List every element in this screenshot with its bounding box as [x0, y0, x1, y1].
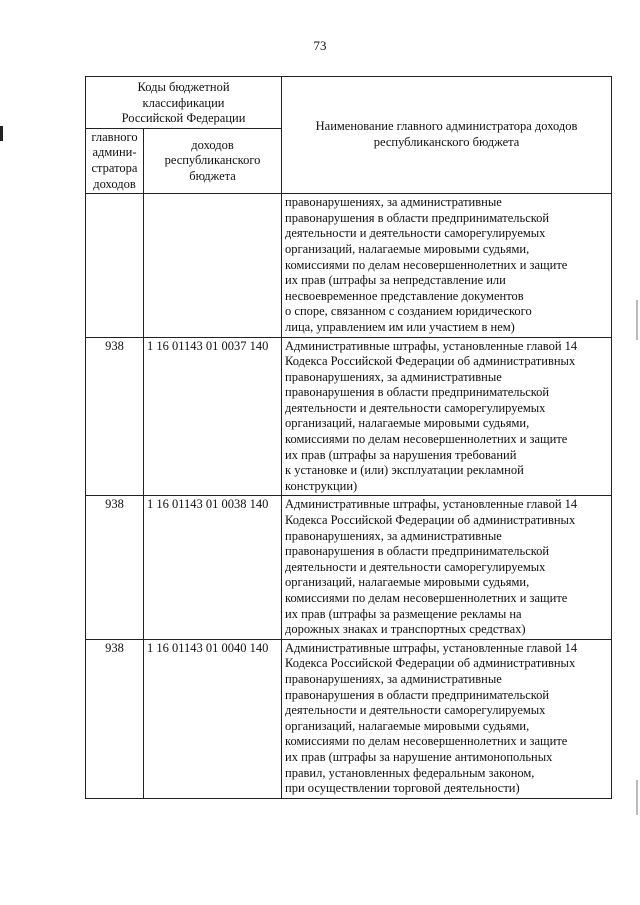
header-line: админи- [92, 145, 137, 160]
description-line: правонарушения в области предпринимательской [285, 210, 550, 225]
description-line: правонарушениях, за административные [285, 369, 502, 384]
header-line: бюджета [189, 168, 236, 183]
description-line: деятельности и деятельности саморегулируемых [285, 226, 546, 241]
income-code-cell: 1 16 01143 01 0037 140 [144, 337, 282, 496]
income-code-cell: 1 16 01143 01 0038 140 [144, 496, 282, 639]
description-line: правонарушения в области предпринимательской [285, 687, 550, 702]
admin-code-cell: 938 [86, 639, 144, 798]
scan-artifact [636, 300, 638, 340]
description-line: комиссиями по делам несовершеннолетних и защите [285, 591, 568, 605]
description-line: деятельности и деятельности саморегулируемых [285, 559, 546, 574]
description-line: Кодекса Российской Федерации об административных [285, 354, 576, 369]
description-line: Кодекса Российской Федерации об административных [285, 656, 576, 671]
admin-code-cell [86, 194, 144, 337]
table-row [86, 337, 612, 496]
description-cell [282, 194, 612, 337]
description-line: Административные штрафы, установленные главой 14 [285, 640, 578, 655]
description-line: комиссиями по делам несовершеннолетних и защите [285, 432, 568, 447]
description-line: комиссиями по делам несовершеннолетних и защите [285, 257, 568, 272]
income-code-cell: 1 16 01143 01 0040 140 [144, 639, 282, 798]
admin-code-cell: 938 [86, 337, 144, 496]
table-row [86, 194, 612, 337]
income-code-cell [144, 194, 282, 337]
description-line: дорожных знаках и транспортных средствах) [285, 622, 526, 637]
header-line: классификации [142, 95, 225, 110]
header-republican-income [144, 128, 282, 193]
description-line: правонарушения в области предпринимательской [285, 385, 550, 400]
description-line: деятельности и деятельности саморегулируемых [285, 400, 546, 415]
description-cell [282, 496, 612, 639]
description-cell [282, 337, 612, 496]
description-line: к установке и (или) эксплуатации рекламной [285, 463, 524, 478]
description-line: правонарушения в области предпринимательской [285, 544, 550, 559]
description-line: правил, установленных федеральным законом, [285, 765, 535, 780]
description-line: Административные штрафы, установленные главой 14 [285, 338, 578, 353]
header-budget-codes [86, 77, 282, 129]
header-line: доходов [191, 137, 234, 152]
description-line: комиссиями по делам несовершеннолетних и защите [285, 734, 568, 749]
description-line: правонарушениях, за административные [285, 528, 502, 543]
description-line: их прав (штрафы за непредставление или [285, 273, 506, 288]
description-line: их прав (штрафы за размещение рекламы на [285, 606, 522, 621]
header-line: главного [91, 129, 138, 144]
description-line: их прав (штрафы за нарушение антимонопольных [285, 749, 553, 764]
header-line: республиканского бюджета [373, 135, 520, 150]
description-line: их прав (штрафы за нарушения требований [285, 447, 517, 462]
header-administrator-name [282, 77, 612, 194]
header-line: Российской Федерации [121, 111, 246, 126]
description-line: конструкции) [285, 478, 358, 493]
description-line: деятельности и деятельности саморегулируемых [285, 703, 546, 718]
header-line: Коды бюджетной [137, 80, 230, 94]
header-line: республиканского [164, 153, 261, 168]
admin-code-cell: 938 [86, 496, 144, 639]
description-line: несвоевременное представление документов [285, 288, 524, 303]
scan-artifact [0, 126, 3, 141]
description-line: лица, управлением им или участием в нем) [285, 319, 515, 334]
description-line: организаций, налагаемые мировыми судьями, [285, 575, 530, 590]
scan-artifact [636, 780, 638, 815]
description-line: Кодекса Российской Федерации об административных [285, 513, 576, 528]
description-line: о споре, связанном с созданием юридического [285, 304, 532, 319]
description-line: при осуществлении торговой деятельности) [285, 781, 520, 796]
header-line: Наименование главного администратора доходов [315, 119, 578, 134]
budget-classification-table [85, 76, 612, 799]
header-main-administrator [86, 128, 144, 193]
description-line: организаций, налагаемые мировыми судьями, [285, 416, 530, 431]
description-line: правонарушениях, за административные [285, 195, 502, 210]
description-line: организаций, налагаемые мировыми судьями, [285, 718, 530, 733]
description-line: организаций, налагаемые мировыми судьями, [285, 241, 530, 256]
description-line: Административные штрафы, установленные главой 14 [285, 497, 578, 512]
header-line: стратора [91, 160, 138, 175]
description-cell [282, 639, 612, 798]
page-number: 73 [313, 38, 327, 53]
description-line: правонарушениях, за административные [285, 671, 502, 686]
header-line: доходов [93, 176, 136, 191]
table-row [86, 496, 612, 639]
table-row [86, 639, 612, 798]
